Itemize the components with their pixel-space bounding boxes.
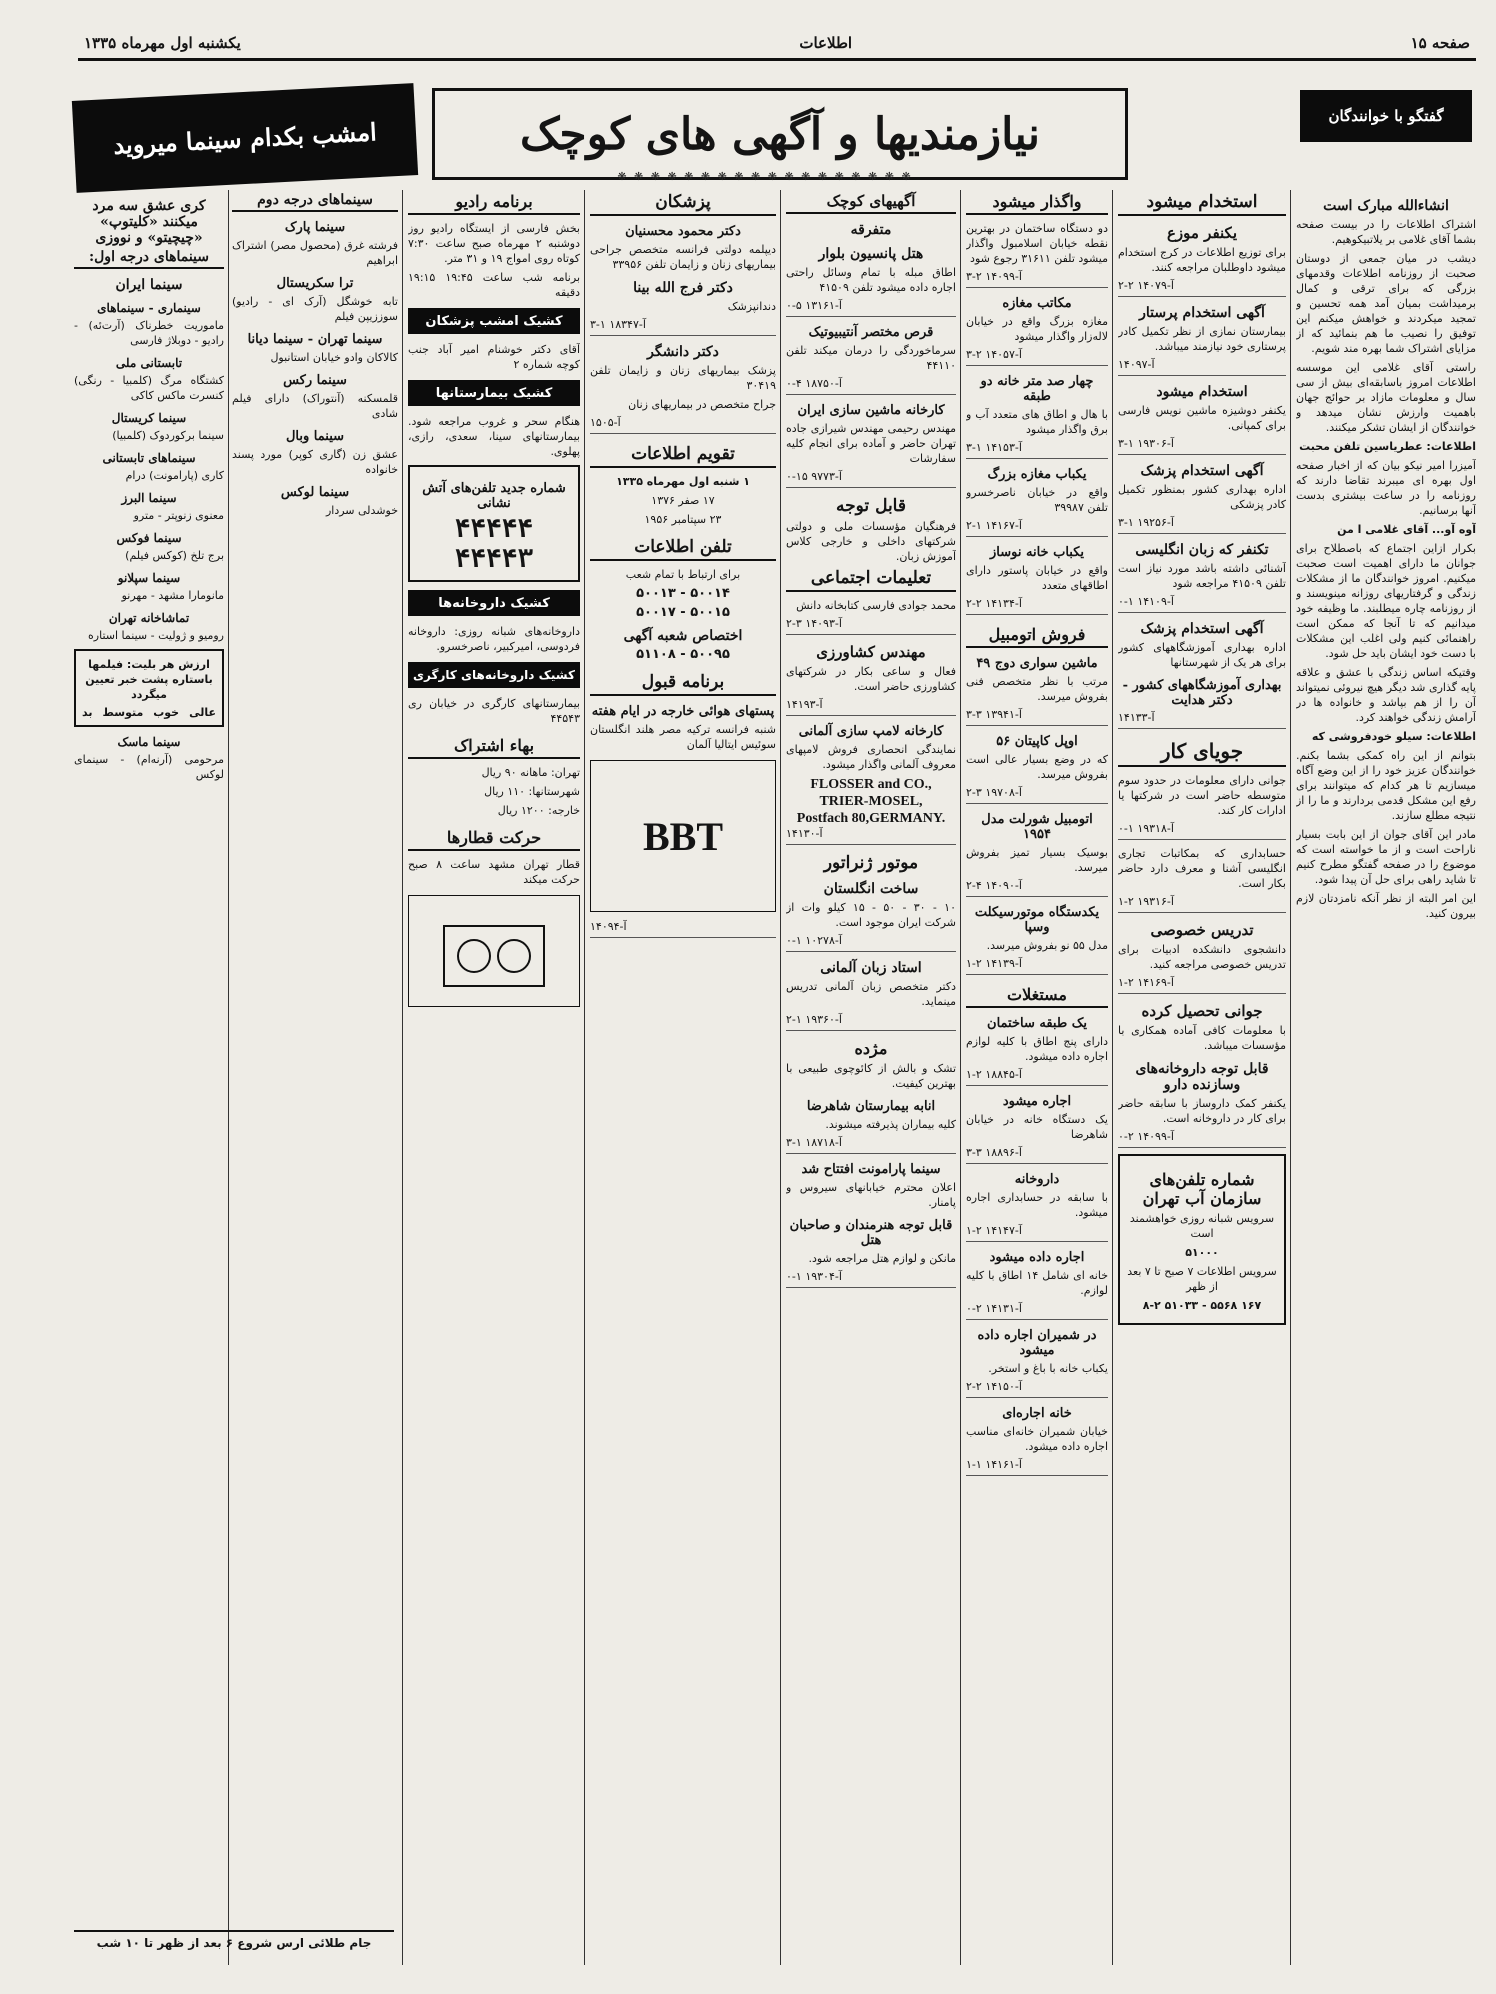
transfer-heading: واگذار میشود [966,192,1108,215]
pharm-heading: قابل توجه داروخانه‌های وسازنده دارو [1135,1061,1269,1093]
employment-heading: استخدام میشود [1118,192,1286,216]
kiosk2-heading: کشیک بیمارستانها [408,380,580,406]
date-line: یکشنبه اول مهرماه ۱۳۳۵ [84,34,241,52]
estate-heading: مستغلات [966,985,1108,1008]
employment-column: استخدام میشود یکنفر موزع برای توزیع اطلاعات در کرج استخدام میشود داوطلبان مراجعه کنند. آ-۱۴۰۷۹ ۲-۲ آگهی استخدام پرستار بیمارستان نمازی از نظر تکمیل کادر پرستاری خود نیازمند میباشد. آ-۱۴۰۹۷ استخدام میشود یکنفر دوشیزه ماشین نویس فارسی برای کمپانی. آ-۱۹۳۰۶ ۱-۳ آگهی استخدام پزشک اداره بهداری کشور بمنظور تکمیل کادر پزشکی آ-۱۹۲۵۶ ۱-۳ تکنفر که زبان انگلیسی آشنائی داشته باشد مورد نیاز است تلفن ۴۱۵۰۹ مراجعه شود آ-۱۴۱۰۹ ۱-۰ آگهی استخدام پزشک اداره بهداری آموزشگاههای کشور برای هر یک از شهرستانها بهداری آموزشگاههای کشور - دکتر هدایت آ-۱۴۱۳۳ جویای کار جوانی دارای معلومات در حدود سوم متوسطه حاضر است در شرکتها یا ادارات کار کند. آ-۱۹۳۱۸ ۱-۰ حسابداری که بمکاتبات تجاری انگلیسی آشنا و معرف دارد حاضر بکار است. آ-۱۹۳۱۶ ۲-۱ تدریس خصوصی دانشجوی دانشکده ادبیات برای تدریس خصوصی مراجعه کنید. آ-۱۴۱۶۹ ۲-۱ جوانی تحصیل کرده با معلومات کافی آماده همکاری با مؤسسات میباشد. قابل توجه داروخانه‌های وسازنده دارو یکنفر کمک داروساز با سابقه حاضر برای کار در داروخانه است. آ-۱۴۰۹۹ ۲-۰ شماره تلفن‌های سازمان آب تهران سرویس شبانه روزی خواهشمند است ۵۱۰۰۰ سرویس اطلاعات ۷ صبح تا ۷ بعد از ظهر ۱۶۷ ۵۵۶۸ - ۵۱۰۳۳ ۸-۲ [1118,190,1286,1970]
page-header [78,28,1476,61]
column-rule [960,190,961,1965]
small-ads-heading: آگهیهای کوچک [786,192,956,214]
trains-heading: حرکت قطارها [408,828,580,851]
cinema-column: کری عشق سه مرد میکنند «کلیتوپ» «چیچیتو» و نووزی سینماهای درجه اول: سینما ایران سینماری - سینماهای ماموریت خطرناک (آرت‌ئه) - رادیو - دوبلاژ فارسی تابستانی ملی کشتگاه مرگ (کلمبیا - رنگی) کنسرت ماکس کاکی سینما کریستال سینما برکوردوک (کلمبیا) سینماهای تابستانی کاری (پارامونت) درام سینما البرز معنوی زنوپتر - مترو سینما فوکس برج تلخ (کوکس فیلم) سینما سپلانو مانومارا مشهد - مهرنو تماشاخانه تهران رومیو و ژولیت - سینما استاره ارزش هر بلیت: فیلمها باستاره پشت خبر تعیین میگردد عالی خوب متوسط بد سینما ماسک مرحومی (آرنه‌ام) - سینمای لوکس [74,198,224,781]
subscription-heading: بهاء اشتراک [408,736,580,759]
social-heading: تعلیمات اجتماعی [786,568,956,592]
ornament-divider: ❋ ❋ ❋ ❋ ❋ ❋ ❋ ❋ ❋ ❋ ❋ ❋ ❋ ❋ ❋ ❋ ❋ ❋ [617,170,913,183]
doctors-column: پزشکان دکتر محمود محسنیان دیپلمه دولتی فرانسه متخصص جراحی بیماریهای زنان و زایمان تلفن ۳۳۹۵۶ دکتر فرج الله بینا دندانپزشک آ-۱۸۳۴۷ ۱-۳ دکتر دانشگر پزشک بیماریهای زنان و زایمان تلفن ۳۰۴۱۹ جراح متخصص در بیماریهای زنان آ-۱۵۰۵ تقویم اطلاعات ۱ شنبه اول مهرماه ۱۳۳۵ ۱۷ صفر ۱۳۷۶ ۲۳ سپتامبر ۱۹۵۶ تلفن اطلاعات برای ارتباط با تمام شعب ۵۰۰۱۴ - ۵۰۰۱۳ ۵۰۰۱۵ - ۵۰۰۱۷ اختصاص شعبه آگهی ۵۰۰۹۵ - ۵۱۱۰۸ برنامه قبول پستهای هوائی خارجه در ایام هفته شنبه فرانسه ترکیه مصر هلند انگلستان سوئیس ایتالیا آلمان BBT آ-۱۴۰۹۴ [590,190,776,1970]
cinema-footer: جام طلائی ارس شروع ۶ بعد از ظهر تا ۱۰ شب [74,1930,394,1950]
water-phones-box: شماره تلفن‌های سازمان آب تهران سرویس شبانه روزی خواهشمند است ۵۱۰۰۰ سرویس اطلاعات ۷ صبح تا ۷ بعد از ظهر ۱۶۷ ۵۵۶۸ - ۵۱۰۳۳ ۸-۲ [1118,1154,1286,1325]
german-address-line: Postfach 80,GERMANY. [796,811,946,826]
rating-box: ارزش هر بلیت: فیلمها باستاره پشت خبر تعیین میگردد عالی خوب متوسط بد [74,649,224,727]
employment-ad: بهداری آموزشگاههای کشور - دکتر هدایت آ-۱۴۱۳۳ [1118,678,1286,729]
german-address-line: FLOSSER and CO., [810,777,932,792]
bbt-advert: BBT [590,760,776,912]
calendar-heading: تقویم اطلاعات [590,444,776,468]
small-ads-column: آگهیهای کوچک متفرقه هتل پانسیون بلوار اطاق مبله با تمام وسائل راحتی اجاره داده میشود تلفن ۴۱۵۰۹ آ-۱۳۱۶۱ ۵-۰ قرص مختصر آنتیبیوتیک سرماخوردگی را درمان میکند تلفن ۴۴۱۱۰ آ-۱۸۷۵۰ ۴-۰ کارخانه ماشین سازی ایران مهندس رحیمی مهندس شیرازی جاده تهران حاضر و آماده برای انجام کلیه سفارشات آ-۹۷۷۳ ۱۵-۰ قابل توجه فرهنگیان مؤسسات ملی و دولتی شرکتهای داخلی و خارجی کلاس آموزش زبان. تعلیمات اجتماعی محمد جوادی فارسی کتابخانه دانش آ-۱۴۰۹۳ ۳-۲ مهندس کشاورزی فعال و ساعی بکار در شرکتهای کشاورزی حاضر است. آ-۱۴۱۹۳ کارخانه لامپ سازی آلمانی نمایندگی انحصاری فروش لامپهای معروف آلمانی واگذار میشود. FLOSSER and CO., TRIER-MOSEL, Postfach 80,GERMANY. آ-۱۴۱۳۰ موتور ژنراتور ساخت انگلستان ۱۰ - ۳۰ - ۵۰ - ۱۵ کیلو وات از شرکت ایران موجود است. آ-۱۰۲۷۸ ۱-۰ استاد زبان آلمانی دکتر متخصص زبان آلمانی تدریس مینماید. آ-۱۹۳۶۰ ۱-۲ مژده تشک و بالش از کائوچوی طبیعی با بهترین کیفیت. انابه بیمارستان شاهرضا کلیه بیماران پذیرفته میشوند. آ-۱۸۷۱۸ ۱-۳ سینما پارامونت افتتاح شد اعلان محترم خیابانهای سیروس و پامنار. قابل توجه هنرمندان و صاحبان هتل مانکن و لوازم هتل مراجعه شود. آ-۱۹۳۰۴ ۱-۰ [786,190,956,1970]
cinema-box: امشب بکدام سینما میروید [72,83,418,193]
workers-heading: کشیک داروخانه‌های کارگری [408,662,580,688]
cinema2-heading: سینماهای درجه دوم [232,192,398,212]
page-number: صفحه ۱۵ [1410,34,1470,52]
advert-illustration [434,906,554,996]
employment-ad: آگهی استخدام پزشک اداره بهداری آموزشگاههای کشور برای هر یک از شهرستانها [1118,621,1286,669]
letters-box: گفتگو با خوانندگان [1300,90,1472,142]
doctors-heading: پزشکان [590,192,776,216]
employment-ad: آگهی استخدام پزشک اداره بهداری کشور بمنظور تکمیل کادر پزشکی آ-۱۹۲۵۶ ۱-۳ [1118,463,1286,534]
rating-row: عالی خوب متوسط بد [82,706,216,719]
phone-heading: تلفن اطلاعات [590,537,776,561]
employment-ad: استخدام میشود یکنفر دوشیزه ماشین نویس فارسی برای کمپانی. آ-۱۹۳۰۶ ۱-۳ [1118,384,1286,455]
employment-ad: تکنفر که زبان انگلیسی آشنائی داشته باشد مورد نیاز است تلفن ۴۱۵۰۹ مراجعه شود آ-۱۴۱۰۹ ۱-۰ [1118,542,1286,613]
letter-text: آوه آو... آقای غلامی ا من [1337,523,1476,536]
german-address-line: TRIER-MOSEL, [819,794,923,809]
illustrated-advert [408,895,580,1007]
pharmacy-heading: کشیک داروخانه‌ها [408,590,580,616]
employment-ad: یکنفر موزع برای توزیع اطلاعات در کرج استخدام میشود داوطلبان مراجعه کنند. آ-۱۴۰۷۹ ۲-۲ [1118,224,1286,297]
transfer-column: واگذار میشود دو دستگاه ساختمان در بهترین نقطه خیابان اسلامبول واگذار میشود تلفن ۳۱۶۱۱ رجوع شود آ-۱۴۰۹۹ ۲-۳ مکاتب مغازه مغازه بزرگ واقع در خیابان لاله‌زار واگذار میشود آ-۱۴۰۵۷ ۲-۳ چهار صد متر خانه دو طبقه با هال و اطاق های متعدد آب و برق واگذار میشود آ-۱۴۱۵۳ ۱-۳ یکباب مغازه بزرگ واقع در خیابان ناصرخسرو تلفن ۳۹۹۸۷ آ-۱۴۱۶۷ ۱-۲ یکباب خانه نوساز واقع در خیابان پاستور دارای اطاقهای متعدد آ-۱۴۱۳۴ ۲-۲ فروش اتومبیل ماشین سواری دوج ۴۹ مرتب با نظر متخصص فنی بفروش میرسد. آ-۱۳۹۴۱ ۳-۳ اوپل کاپیتان ۵۶ که در وضع بسیار عالی است بفروش میرسد. آ-۱۹۷۰۸ ۳-۲ اتومبیل شورلت مدل ۱۹۵۴ بوسیک بسیار تمیز بفروش میرسد. آ-۱۴۰۹۰ ۴-۲ یکدستگاه موتورسیکلت وسپا مدل ۵۵ نو بفروش میرسد. آ-۱۴۱۳۹ ۲-۱ مستغلات یک طبقه ساختمان دارای پنج اطاق با کلیه لوازم اجاره داده میشود. آ-۱۸۸۴۵ ۲-۱ اجاره میشود یک دستگاه خانه در خیابان شاهرضا آ-۱۸۸۹۶ ۳-۳ داروخانه با سابقه در حسابداری اجاره میشود. آ-۱۴۱۴۷ ۲-۱ اجاره داده میشود خانه ای شامل ۱۴ اطاق با کلیه لوازم. آ-۱۴۱۳۱ ۲-۰ در شمیران اجاره داده میشود یکباب خانه با باغ و استخر. آ-۱۴۱۵۰ ۲-۲ خانه اجاره‌ای خیابان شمیران خانه‌ای مناسب اجاره داده میشود. آ-۱۴۱۶۱ ۱-۱ [966,190,1108,1970]
accept-heading: برنامه قبول [590,672,776,696]
tutor-heading: تدریس خصوصی [1150,921,1254,939]
car-heading: فروش اتومبیل [966,625,1108,648]
column-rule [1290,190,1291,1965]
letter-text: اطلاعات: عطریاسین تلفن محبت [1299,440,1476,453]
cinema2-column: سینماهای درجه دوم سینما پارک فرشته غرق (محصول مصر) اشتراک ابراهیم ترا سکریستال تابه خوشگل (آرک ای - رادیو) سوززیپن فیلم سینما تهران - سینما دیانا کالاکان وادو خیابان استانبول سینما رکس قلمسکنه (آنتوراک) دارای فیلم شادی سینما وبال عشق زن (گاری کوپر) مورد پسند خانواده سینما لوکس خوشدلی سردار [232,192,398,517]
notice-heading: قابل توجه [836,496,906,516]
jobseek-heading: جویای کار [1118,739,1286,767]
column-rule [584,190,585,1965]
main-banner: نیازمندیها و آگهی های کوچک [432,88,1128,180]
column-rule [228,190,229,1965]
kiosk-heading: کشیک امشب پزشکان [408,308,580,334]
fire-phones-box: شماره جدید تلفن‌های آتش نشانی ۴۴۴۴۴ ۴۴۴۴۳ [408,465,580,582]
letter-text: این امر البته از نظر آنکه نامزدتان لازم بیرون کنید. [1296,892,1476,920]
letters-column: انشاءالله مبارک است اشتراک اطلاعات را در بیست صفحه بشما آقای غلامی بر یلاتبیکوهیم. دیشب در میان جمعی از دوستان صحبت از روزنامه اطلاعات وقدمهای بزرگی که برای ترقی و کمال برمیداشت بمیان آمد همه تحسین و تمجید میکردند و خواهش میکنم این توفیق را نصیب ما هم بنمائید که از مزایای اشتراک شما بهره مند شویم. راستی آقای غلامی این موسسه اطلاعات امروز باسابقه‌ای بیش از سی سال و معلومات مازاد بر حوائج جهان باهمیت وارزش نشان میدهد و خوانندگان از ایشان تشکر میکنند. اطلاعات: عطریاسین تلفن محبت آمیزرا امیر نیکو بیان که از اخبار صفحه اول بهره ای میبرند تقاضا دارند که روزنامه را در ساعت بیشتری بدست آنها برسانیم. آوه آو... آقای غلامی ا من بکرار ازاین اجتماع که باصطلاح برای جوانان ما دارای اهمیت است صحبت میکنیم. امروز خوانندگان ما از مشکلات زندگی و گرفتاریهای روزانه مینویسند و از روزنامه چاره میطلبند. ما وظیفه خود میدانیم که تا آنجا که ممکن است راهنمائی کنیم ولی اغلب این مشکلات با دست خود ایشان باید حل شود. وقتیکه اساس زندگی با عشق و علاقه پایه گذاری شد دیگر هیچ نیروئی نمیتواند آن را از هم بپاشد و خانواده ها در آرامش زندگی خواهند کرد. اطلاعات: سیلو خودفروشی که بتوانم از این راه کمکی بشما بکنم. خوانندگان عزیز خود را از این وضع آگاه میسازیم تا هر کدام که میتوانند برای رفع این مشکل قدمی بردارند و ما را از نتیجه مطلع سازند. مادر این آقای جوان از این بابت بسیار ناراحت است و از ما خواسته است که موضوع را در صفحه گفتگو مطرح کنیم تا شاید راهی برای حل آن پیدا شود. این امر البته از نظر آنکه نامزدتان لازم بیرون کنید. [1296,198,1476,920]
study-heading: جوانی تحصیل کرده [1141,1002,1263,1020]
letter-text: اطلاعات: سیلو خودفروشی که [1311,730,1476,743]
letter-text: اشتراک اطلاعات را در بیست صفحه بشما آقای غلامی بر یلاتبیکوهیم. [1296,218,1476,246]
radio-heading: برنامه رادیو [408,192,580,215]
column-rule [1112,190,1113,1965]
paper-name: اطلاعات [799,34,853,52]
employment-ad: آگهی استخدام پرستار بیمارستان نمازی از نظر تکمیل کادر پرستاری خود نیازمند میباشد. آ-۱۴۰۹۷ [1118,305,1286,376]
letter-title: انشاءالله مبارک است [1323,198,1449,214]
column-rule [780,190,781,1965]
column-rule [402,190,403,1965]
cinema1-heading: سینماهای درجه اول: [74,249,224,269]
radio-column: برنامه رادیو بخش فارسی از ایستگاه رادیو روز دوشنبه ۲ مهرماه صبح ساعت ۷:۳۰ کوتاه روی امواج ۱۹ و ۳۱ متر. برنامه شب ساعت ۱۹:۴۵ ۱۹:۱۵ دقیقه کشیک امشب پزشکان آقای دکتر خوشنام امیر آباد جنب کوچه شماره ۲ کشیک بیمارستانها هنگام سحر و غروب مراجعه شود. بیمارستانهای سینا، سعدی، رازی، پهلوی. شماره جدید تلفن‌های آتش نشانی ۴۴۴۴۴ ۴۴۴۴۳ کشیک داروخانه‌ها داروخانه‌های شبانه روزی: داروخانه فردوسی، امیرکبیر، ناصرخسرو. کشیک داروخانه‌های کارگری بیمارستانهای کارگری در خیابان ری ۴۴۵۴۳ بهاء اشتراک تهران: ماهانه ۹۰ ریال شهرستانها: ۱۱۰ ریال خارجه: ۱۲۰۰ ریال حرکت قطارها قطار تهران مشهد ساعت ۸ صبح حرکت میکند [408,190,580,1970]
